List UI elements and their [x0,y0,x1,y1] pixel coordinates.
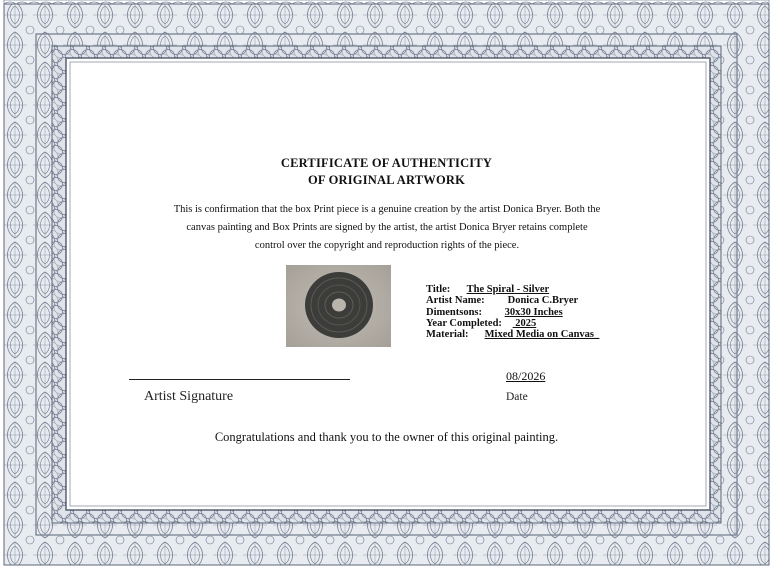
intro-paragraph [150,201,624,255]
closing-message: Congratulations and thank you to the owner of this original painting. [214,430,559,444]
dimensions-value: 30x30 Inches [504,306,563,318]
title-row [426,284,599,295]
artwork-thumbnail [286,265,391,347]
material-label: Material: [426,329,469,341]
certificate-heading-line-2: OF ORIGINAL ARTWORK [307,173,466,187]
material-value: Mixed Media on Canvas_ [484,329,600,341]
artwork-details [426,284,599,340]
certificate-heading-line-1: CERTIFICATE OF AUTHENTICITY [280,156,493,170]
date-label: Date [506,391,528,403]
intro-line: control over the copyright and reproduction rights of the piece. [254,240,520,251]
intro-line: canvas painting and Box Prints are signed by the artist, the artist Donica Bryer retains complete [186,222,588,233]
year-label: Year Completed: [426,317,502,329]
year-value: 2025 [512,317,537,329]
artist-label: Artist Name: [426,295,485,307]
artist-row [426,295,599,306]
artist-value: Donica C.Bryer [507,295,579,307]
dimensions-row [426,307,599,318]
signature-line [129,379,350,380]
signature-label: Artist Signature [144,389,234,404]
date-value: 08/2026 [506,369,546,383]
title-label: Title: [426,284,451,295]
year-row [426,318,599,329]
title-value: The Spiral - Silver [466,284,550,295]
material-row [426,329,599,340]
dimensions-label: Dimentsons: [426,306,483,318]
intro-line: This is confirmation that the box Print piece is a genuine creation by the artist Donica Bryer. Both the [173,204,601,215]
